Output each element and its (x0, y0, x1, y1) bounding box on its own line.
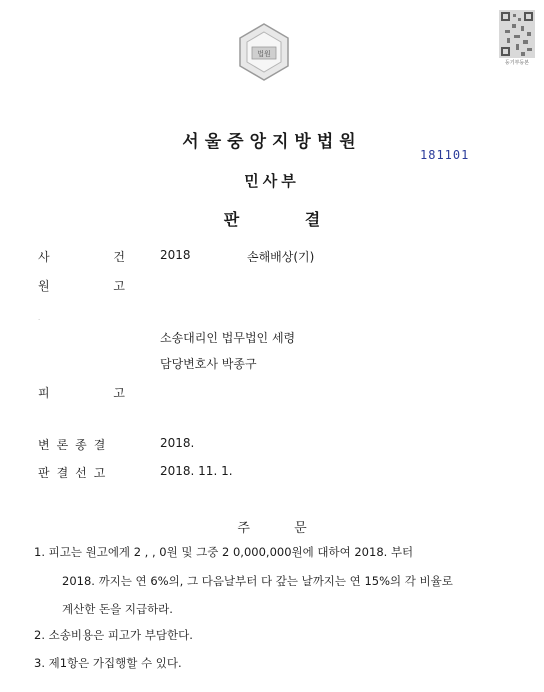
qr-caption: 등기부등본 (504, 60, 530, 66)
case-label-text: 사 건 (38, 250, 125, 264)
stamp-number: 181101 (420, 148, 470, 162)
order-item-2: 2. 소송비용은 피고가 부담한다. (34, 628, 193, 642)
case-name: 손해배상(기) (247, 250, 315, 264)
order-item-3: 3. 제1항은 가집행할 수 있다. (34, 656, 182, 670)
qr-code-icon (499, 10, 535, 58)
hearing-date: 2018. (160, 436, 195, 450)
lawyer-line: 담당변호사 박종구 (160, 357, 257, 371)
judgment-label-text: 판결선고 (38, 466, 113, 480)
defendant-label-text: 피 고 (38, 386, 125, 400)
order-item-1-line-2: 2018. 까지는 연 6%의, 그 다음날부터 다 갚는 날까지는 연 15%의 각 비율로 (62, 574, 453, 588)
plaintiff-label-text: 원 고 (38, 279, 125, 293)
redaction-mark: · (38, 316, 41, 324)
hearing-label-text: 변론종결 (38, 438, 113, 452)
court-seal (232, 20, 296, 84)
judgment-date: 2018. 11. 1. (160, 464, 233, 478)
division-name: 민사부 (244, 172, 300, 190)
attorney-line: 소송대리인 법무법인 세령 (160, 331, 296, 345)
hearing-label (38, 436, 138, 453)
case-number: 2018 (160, 248, 191, 262)
order-item-1-line-3: 계산한 돈을 지급하라. (62, 602, 173, 616)
seal-text: 법원 (257, 50, 271, 58)
court-name: 서울중앙지방법원 (182, 132, 362, 152)
order-heading: 주 문 (237, 521, 307, 536)
order-item-1-line-1: 1. 피고는 원고에게 2 , , 0원 및 그중 2 0,000,000원에 대하여 2018. 부터 (34, 545, 414, 559)
plaintiff-label (38, 277, 134, 294)
defendant-label (38, 384, 134, 401)
document-title: 판 결 (223, 210, 321, 229)
judgment-label (38, 464, 138, 481)
case-label (38, 248, 134, 265)
